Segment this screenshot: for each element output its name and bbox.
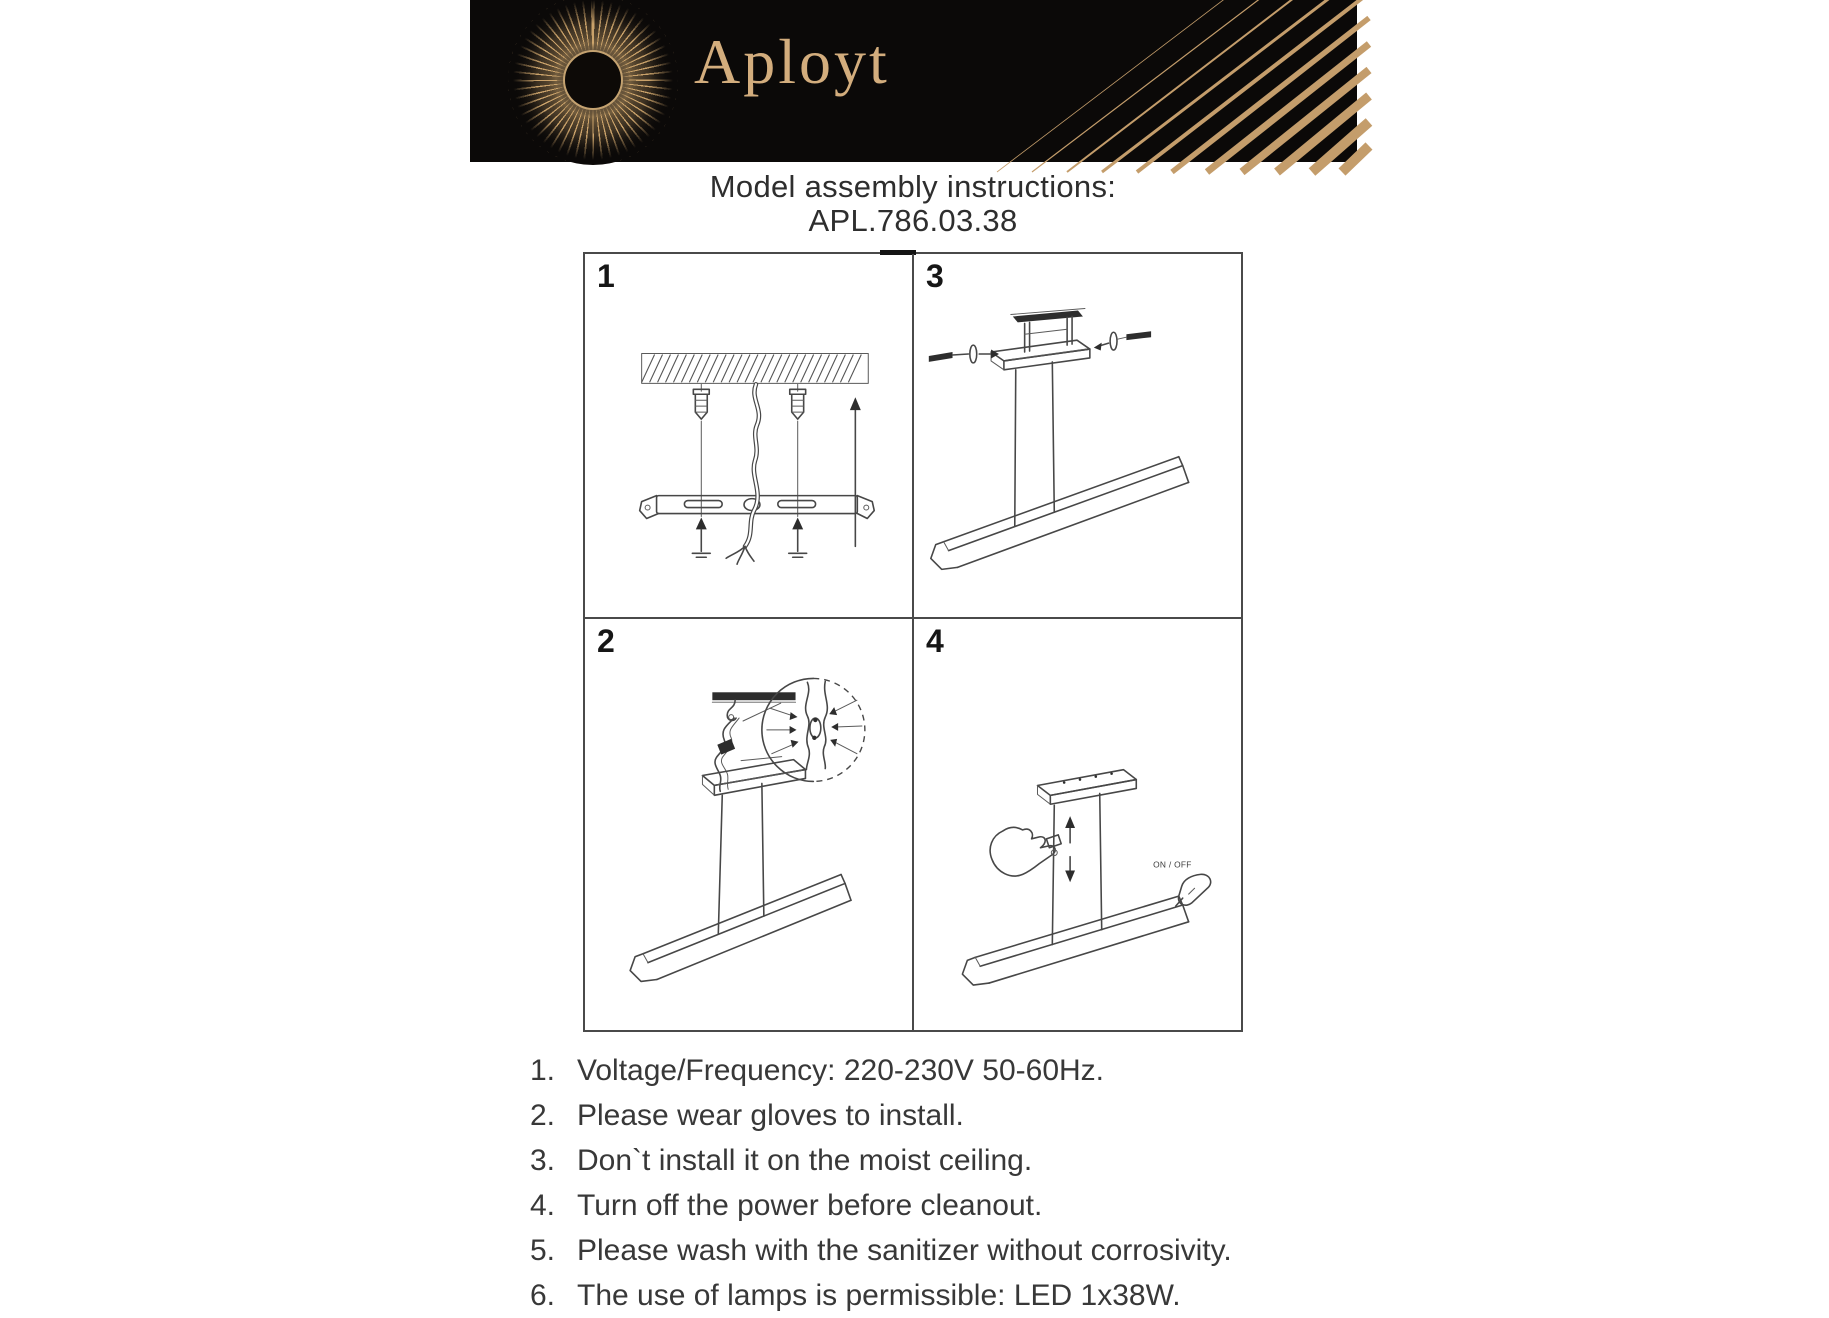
step-panel-3 [914,254,1241,619]
step-number: 3 [926,258,944,294]
step-2-figure [585,619,912,1030]
on-off-label: ON / OFF [1153,859,1192,870]
note-text: Voltage/Frequency: 220-230V 50-60Hz. [577,1054,1105,1087]
decorative-rays-icon [887,0,1357,162]
notes-list [530,1048,1290,1318]
step-panel-1 [585,254,914,619]
brand-wordmark: Aployt [694,26,890,97]
note-text: Please wear gloves to install. [577,1099,964,1132]
assembly-steps-grid [583,252,1243,1032]
step-number: 1 [597,258,615,294]
step-3-figure [914,254,1241,617]
step-number: 2 [597,623,615,659]
brand-banner [470,0,1357,162]
note-number: 3. [530,1144,556,1177]
step-number: 4 [926,623,944,659]
note-text: The use of lamps is permissible: LED 1x38W. [577,1279,1181,1312]
note-item [530,1048,1290,1093]
note-number: 6. [530,1279,556,1312]
note-text: Don`t install it on the moist ceiling. [577,1144,1033,1177]
step-1-figure [585,254,912,617]
note-item [530,1183,1290,1228]
note-text: Please wash with the sanitizer without corrosivity. [577,1234,1232,1267]
note-item [530,1093,1290,1138]
page-title: Model assembly instructions: [709,169,1117,204]
step-4-figure [914,619,1241,1030]
sunburst-logo-icon [508,0,678,165]
note-number: 4. [530,1189,556,1222]
step-panel-4 [914,619,1241,1030]
note-number: 1. [530,1054,556,1087]
model-number: APL.786.03.38 [808,203,1018,238]
step-panel-2 [585,619,914,1030]
note-item [530,1273,1290,1318]
note-text: Turn off the power before cleanout. [577,1189,1043,1222]
title-block [583,170,1243,238]
note-number: 5. [530,1234,556,1267]
note-item [530,1228,1290,1273]
note-item [530,1138,1290,1183]
note-number: 2. [530,1099,556,1132]
